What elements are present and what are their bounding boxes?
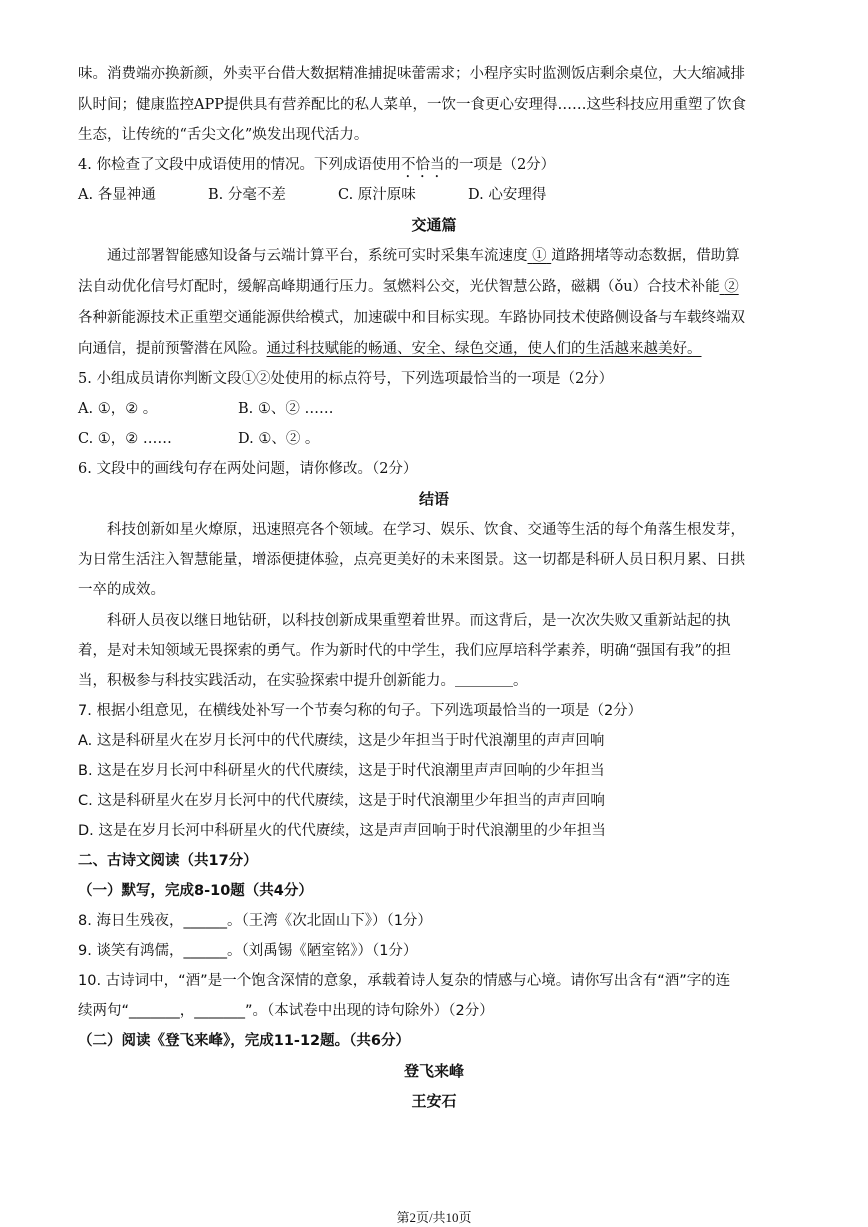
intro-line-2-text: 队时间；健康监控APP提供具有营养配比的私人菜单，一饮一食更心安理得……这些科技应用重塑了饮食 xyxy=(78,97,746,113)
intro-line-3: 生态，让传统的“舌尖文化”焕发出现代活力。 xyxy=(78,127,369,143)
q10-stem-line-1: 10. 古诗词中，“酒”是一个饱含深情的意象，承载着诗人复杂的情感与心境。请你写出含有“酒”字的连 xyxy=(78,973,731,989)
q4-stem-post: 的一项是（2分） xyxy=(444,157,556,173)
conclusion-p1-line-2: 为日常生活注入智慧能量，增添便捷体验，点亮更美好的未来图景。这一切都是科研人员日积月累、日拱 xyxy=(78,552,745,568)
q7-stem: 7. 根据小组意见，在横线处补写一个节奏匀称的句子。下列选项最恰当的一项是（2分） xyxy=(78,703,643,719)
q7-option-d: D. 这是在岁月长河中科研星火的代代赓续，这是声声回响于时代浪潮里的少年担当 xyxy=(78,823,606,839)
traffic-underlined-sentence: 通过科技赋能的畅通、安全、绿色交通，使人们的生活越来越美好。 xyxy=(266,341,702,357)
q4-option-d: D. 心安理得 xyxy=(468,187,547,203)
q5-stem: 5. 小组成员请你判断文段①②处使用的标点符号，下列选项最恰当的一项是（2分） xyxy=(78,371,614,387)
q5-option-a: A. ①，② 。 xyxy=(78,401,158,417)
q4-emphasis: 不恰当 xyxy=(400,157,445,173)
traffic-heading: 交通篇 xyxy=(411,216,457,234)
intro-line-1: 味。消费端亦换新颜，外卖平台借大数据精准捕捉味蕾需求；小程序实时监测饭店剩余桌位，大大缩减排 xyxy=(78,66,745,82)
traffic-p1-text: 通过部署智能感知设备与云端计算平台，系统可实时采集车流速度 xyxy=(107,248,528,264)
traffic-p1b-text: 道路拥堵等动态数据，借助算 xyxy=(551,248,740,264)
q8-stem: 8. 海日生残夜，______。（王湾《次北固山下》）（1分） xyxy=(78,913,432,929)
traffic-blank-2-label: ② xyxy=(724,279,739,295)
traffic-p-line-2 xyxy=(78,277,798,297)
q6-stem: 6. 文段中的画线句存在两处问题，请你修改。（2分） xyxy=(78,461,418,477)
conclusion-p2-line-3 xyxy=(78,671,798,691)
traffic-blank-1 xyxy=(528,248,552,264)
q9-stem: 9. 谈笑有鸿儒，______。（刘禹锡《陋室铭》）（1分） xyxy=(78,943,418,959)
q7-option-c: C. 这是科研星火在岁月长河中的代代赓续，这是于时代浪潮里少年担当的声声回响 xyxy=(78,793,605,809)
q5-option-c: C. ①，② …… xyxy=(78,431,172,447)
q7-option-b: B. 这是在岁月长河中科研星火的代代赓续，这是于时代浪潮里声声回响的少年担当 xyxy=(78,763,605,779)
conclusion-end-mark: 。 xyxy=(513,673,528,689)
section2-part1: （一）默写，完成8-10题（共4分） xyxy=(78,883,313,899)
conclusion-p1-line-3: 一卒的成效。 xyxy=(78,582,165,598)
q4-option-c: C. 原汁原味 xyxy=(338,187,416,203)
traffic-p-line-4 xyxy=(78,339,798,359)
traffic-p4-text: 向通信，提前预警潜在风险。 xyxy=(78,341,267,357)
q10-stem-line-2: 续两句“_______，_______”。（本试卷中出现的诗句除外）（2分） xyxy=(78,1003,494,1019)
poem-author: 王安石 xyxy=(411,1092,457,1110)
q4-option-b: B. 分毫不差 xyxy=(208,187,286,203)
traffic-blank-1-label: ① xyxy=(532,248,547,264)
q4-stem-pre: 4. 你检查了文段中成语使用的情况。下列成语使用 xyxy=(78,157,401,173)
q5-option-b: B. ①、② …… xyxy=(238,401,334,417)
q4-stem xyxy=(78,155,798,181)
traffic-blank-2 xyxy=(720,279,739,295)
q5-option-d: D. ①、② 。 xyxy=(238,431,320,447)
conclusion-p2-line-1: 科研人员夜以继日地钻研，以科技创新成果重塑着世界。而这背后，是一次次失败又重新站起的执 xyxy=(107,613,731,629)
conclusion-blank: ＿＿＿＿ xyxy=(455,673,513,689)
traffic-p2-text: 法自动优化信号灯配时，缓解高峰期通行压力。氢燃料公交，光伏智慧公路，磁耦（ǒu）合技术补能 xyxy=(78,279,720,295)
conclusion-p1-line-1: 科技创新如星火燎原，迅速照亮各个领域。在学习、娱乐、饮食、交通等生活的每个角落生根发芽， xyxy=(107,522,745,538)
q4-option-a: A. 各显神通 xyxy=(78,187,156,203)
conclusion-p2-line-2: 着，是对未知领域无畏探索的勇气。作为新时代的中学生，我们应厚培科学素养，明确“强国有我”的担 xyxy=(78,643,731,659)
q7-option-a: A. 这是科研星火在岁月长河中的代代赓续，这是少年担当于时代浪潮里的声声回响 xyxy=(78,733,605,749)
section2-heading: 二、古诗文阅读（共17分） xyxy=(78,853,258,869)
traffic-p-line-1 xyxy=(107,246,827,266)
section2-part2: （二）阅读《登飞来峰》，完成11-12题。（共6分） xyxy=(78,1033,410,1049)
poem-title: 登飞来峰 xyxy=(403,1062,464,1080)
conclusion-heading: 结语 xyxy=(418,490,449,508)
intro-line-2 xyxy=(78,95,798,115)
page-number: 第2页/共10页 xyxy=(396,1210,472,1225)
conclusion-p2c-text: 当，积极参与科技实践活动，在实验探索中提升创新能力。 xyxy=(78,673,455,689)
traffic-p-line-3: 各种新能源技术正重塑交通能源供给模式，加速碳中和目标实现。车路协同技术使路侧设备与车载终端双 xyxy=(78,310,745,326)
